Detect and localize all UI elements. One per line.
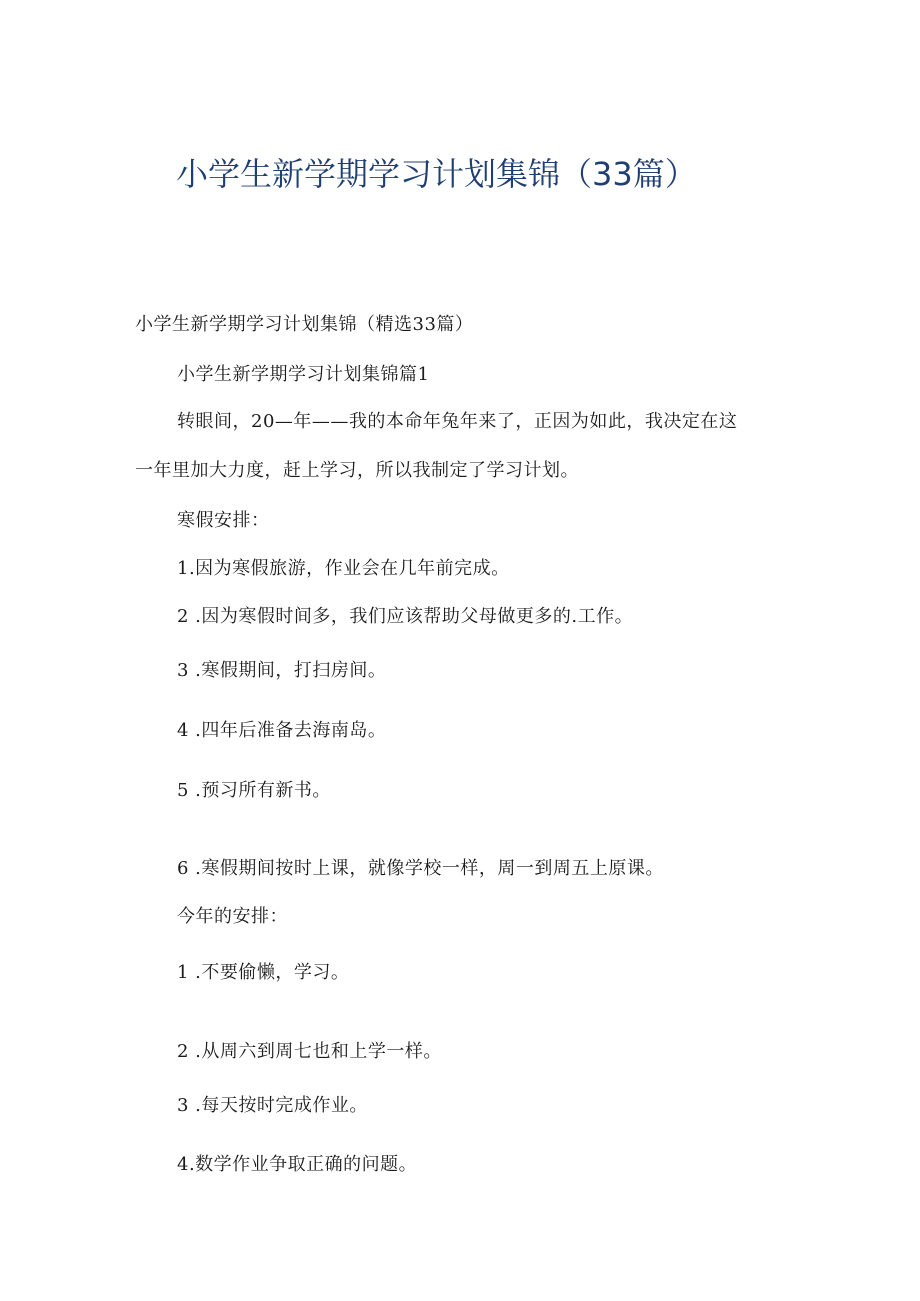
winter-item: 3 .寒假期间，打扫房间。 [177, 660, 387, 681]
document-title: 小学生新学期学习计划集锦（33篇） [176, 155, 697, 193]
year-item: 1 .不要偷懒，学习。 [177, 962, 350, 983]
winter-item: 2 .因为寒假时间多，我们应该帮助父母做更多的.工作。 [177, 606, 634, 627]
intro-paragraph-line-1: 转眼间，20—年——我的本命年兔年来了，正因为如此，我决定在这 [177, 411, 738, 432]
winter-item: 6 .寒假期间按时上课，就像学校一样，周一到周五上原课。 [177, 858, 664, 879]
document-subtitle: 小学生新学期学习计划集锦（精选33篇） [135, 314, 474, 335]
year-item: 3 .每天按时完成作业。 [177, 1095, 368, 1116]
section-heading: 小学生新学期学习计划集锦篇1 [177, 364, 430, 385]
year-heading: 今年的安排： [177, 906, 288, 927]
year-item: 4.数学作业争取正确的问题。 [177, 1154, 418, 1175]
year-item: 2 .从周六到周七也和上学一样。 [177, 1041, 442, 1062]
intro-paragraph-line-2: 一年里加大力度，赶上学习，所以我制定了学习计划。 [135, 460, 579, 481]
winter-item: 5 .预习所有新书。 [177, 780, 331, 801]
winter-item: 1.因为寒假旅游，作业会在几年前完成。 [177, 558, 510, 579]
winter-heading: 寒假安排： [177, 510, 270, 531]
winter-item: 4 .四年后准备去海南岛。 [177, 720, 387, 741]
